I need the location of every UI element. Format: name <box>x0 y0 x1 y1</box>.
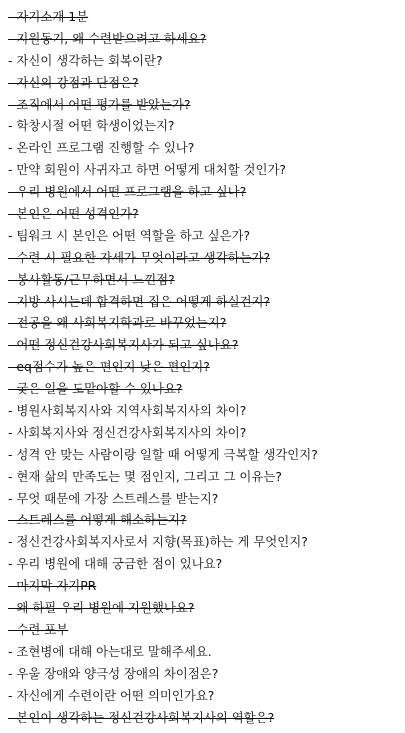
question-item: - 병원사회복지사와 지역사회복지사의 차이? <box>8 403 247 419</box>
question-item-struck: - 궂은 일을 도맡아할 수 있나요? <box>8 381 183 397</box>
question-item-struck: - 자기소개 1분 <box>8 9 89 24</box>
question-item: - 조현병에 대해 아는대로 말해주세요. <box>8 643 212 659</box>
question-item: - 팀워크 시 본인은 어떤 역할을 하고 싶은가? <box>8 227 251 243</box>
question-item-struck: - 스트레스를 어떻게 해소하는지? <box>8 512 187 528</box>
question-item: - 사회복지사와 정신건강사회복지사의 차이? <box>8 424 247 440</box>
question-item-struck: - 우리 병원에서 어떤 프로그램을 하고 싶나? <box>8 184 247 200</box>
question-item-struck: - 조직에서 어떤 평가를 받았는가? <box>8 96 191 112</box>
question-item-struck: - 수련 포부 <box>8 621 69 637</box>
question-item-struck: - 지방 사시는데 합격하면 집은 어떻게 하실건지? <box>8 293 271 309</box>
question-item-struck: - 본인이 생각하는 정신건강사회복지사의 역할은? <box>8 709 275 725</box>
question-item: - 만약 회원이 사귀자고 하면 어떻게 대처할 것인가? <box>8 162 287 178</box>
question-item-struck: - 봉사활동/근무하면서 느낀점? <box>8 271 175 287</box>
question-item: - 무엇 때문에 가장 스트레스를 받는지? <box>8 490 219 506</box>
question-item-struck: - 왜 하필 우리 병원에 지원했나요? <box>8 600 195 616</box>
question-item: - 우울 장애와 양극성 장애의 차이점은? <box>8 665 219 681</box>
question-item-struck: - 전공을 왜 사회복지학과로 바꾸었는지? <box>8 315 227 331</box>
question-item: - 자신에게 수련이란 어떤 의미인가요? <box>8 687 215 703</box>
question-item: - 자신이 생각하는 회복이란? <box>8 52 163 68</box>
question-item-struck: - eq점수가 높은 편인지 낮은 편인지? <box>8 359 210 375</box>
question-item: - 성격 안 맞는 사람이랑 일할 때 어떻게 극복할 생각인지? <box>8 446 318 462</box>
question-item: - 우리 병원에 대해 궁금한 점이 있나요? <box>8 556 223 572</box>
question-item-struck: - 어떤 정신건강사회복지사가 되고 싶나요? <box>8 337 239 353</box>
question-item-struck: - 자신의 강점과 단점은? <box>8 74 139 90</box>
question-item-struck: - 마지막 자기PR <box>8 578 97 594</box>
question-item: - 온라인 프로그램 진행할 수 있나? <box>8 140 195 156</box>
question-item-struck: - 지원동기, 왜 수련받으려고 하세요? <box>8 30 207 46</box>
question-item: - 학창시절 어떤 학생이었는지? <box>8 118 175 134</box>
question-item-struck: - 본인은 어떤 성격인가? <box>8 206 139 222</box>
question-item-struck: - 수련 시 필요한 자세가 무엇이라고 생각하는가? <box>8 249 271 265</box>
question-item: - 현재 삶의 만족도는 몇 점인지, 그리고 그 이유는? <box>8 468 282 484</box>
question-item: - 정신건강사회복지사로서 지향(목표)하는 게 무엇인지? <box>8 534 308 550</box>
